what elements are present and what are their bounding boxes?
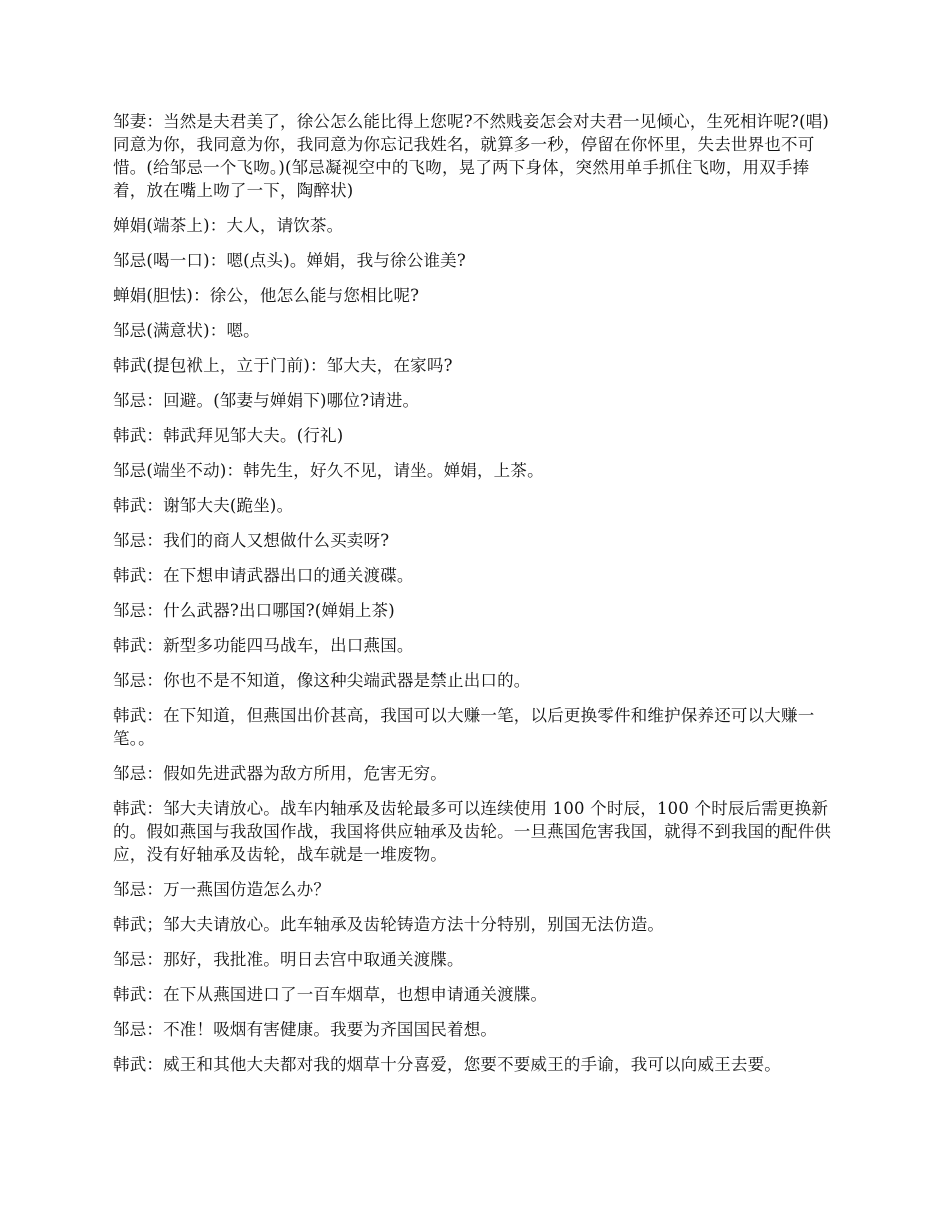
paragraph: 邹忌(端坐不动)：韩先生，好久不见，请坐。婵娟，上茶。 xyxy=(113,461,544,480)
paragraph: 邹忌：回避。(邹妻与婵娟下)哪位?请进。 xyxy=(113,391,420,410)
paragraph: 韩武：在下知道，但燕国出价甚高，我国可以大赚一笔，以后更换零件和维护保养还可以大赚一笔。。 xyxy=(113,706,815,748)
paragraph: 邹忌：不准！吸烟有害健康。我要为齐国国民着想。 xyxy=(113,1020,498,1039)
paragraph: 邹忌：你也不是不知道，像这种尖端武器是禁止出口的。 xyxy=(113,671,531,690)
paragraph: 邹忌(喝一口)：嗯(点头)。婵娟，我与徐公谁美? xyxy=(113,251,466,270)
paragraph: 邹忌：万一燕国仿造怎么办？ xyxy=(113,880,331,899)
paragraph: 邹妻：当然是夫君美了，徐公怎么能比得上您呢?不然贱妾怎会对夫君一见倾心，生死相许呢?(唱)同意为你，我同意为你，我同意为你忘记我姓名，就算多一秒，停留在你怀里，失去世界也不可惜。(给邹忌一个飞吻。)(邹忌凝视空中的飞吻，晃了两下身体，突然用单手抓住飞吻，用双手捧着，放在嘴上吻了一下，陶醉状) xyxy=(113,112,830,200)
paragraph: 邹忌：假如先进武器为敌方所用，危害无穷。 xyxy=(113,764,447,783)
paragraph: 邹忌：那好，我批准。明日去宫中取通关渡牒。 xyxy=(113,950,464,969)
paragraph: 韩武：邹大夫请放心。战车内轴承及齿轮最多可以连续使用 100 个时辰，100 个时辰后需更换新的。假如燕国与我敌国作战，我国将供应轴承及齿轮。一旦燕国危害我国，就得不到我国的配件供应，没有好轴承及齿轮，战车就是一堆废物。 xyxy=(113,799,832,864)
paragraph: 婵娟(端茶上)：大人，请饮茶。 xyxy=(113,216,344,235)
paragraph: 韩武：新型多功能四马战车，出口燕国。 xyxy=(113,636,414,655)
paragraph: 韩武：在下从燕国进口了一百车烟草，也想申请通关渡牒。 xyxy=(113,985,548,1004)
paragraph: 韩武：韩武拜见邹大夫。(行礼) xyxy=(113,426,344,445)
paragraph: 蝉娟(胆怯)：徐公，他怎么能与您相比呢? xyxy=(113,286,420,305)
paragraph: 邹忌：什么武器?出口哪国?(婵娟上茶) xyxy=(113,601,395,620)
paragraph: 韩武；邹大夫请放心。此车轴承及齿轮铸造方法十分特别，别国无法仿造。 xyxy=(113,915,665,934)
paragraph: 邹忌：我们的商人又想做什么买卖呀? xyxy=(113,531,390,550)
paragraph: 韩武：威王和其他大夫都对我的烟草十分喜爱，您要不要威王的手谕，我可以向威王去要。 xyxy=(113,1055,781,1074)
paragraph: 韩武：在下想申请武器出口的通关渡碟。 xyxy=(113,566,414,585)
paragraph: 韩武(提包袱上，立于门前)：邹大夫，在家吗? xyxy=(113,356,453,375)
paragraph: 邹忌(满意状)：嗯。 xyxy=(113,321,260,340)
paragraph: 韩武：谢邹大夫(跪坐)。 xyxy=(113,496,294,515)
